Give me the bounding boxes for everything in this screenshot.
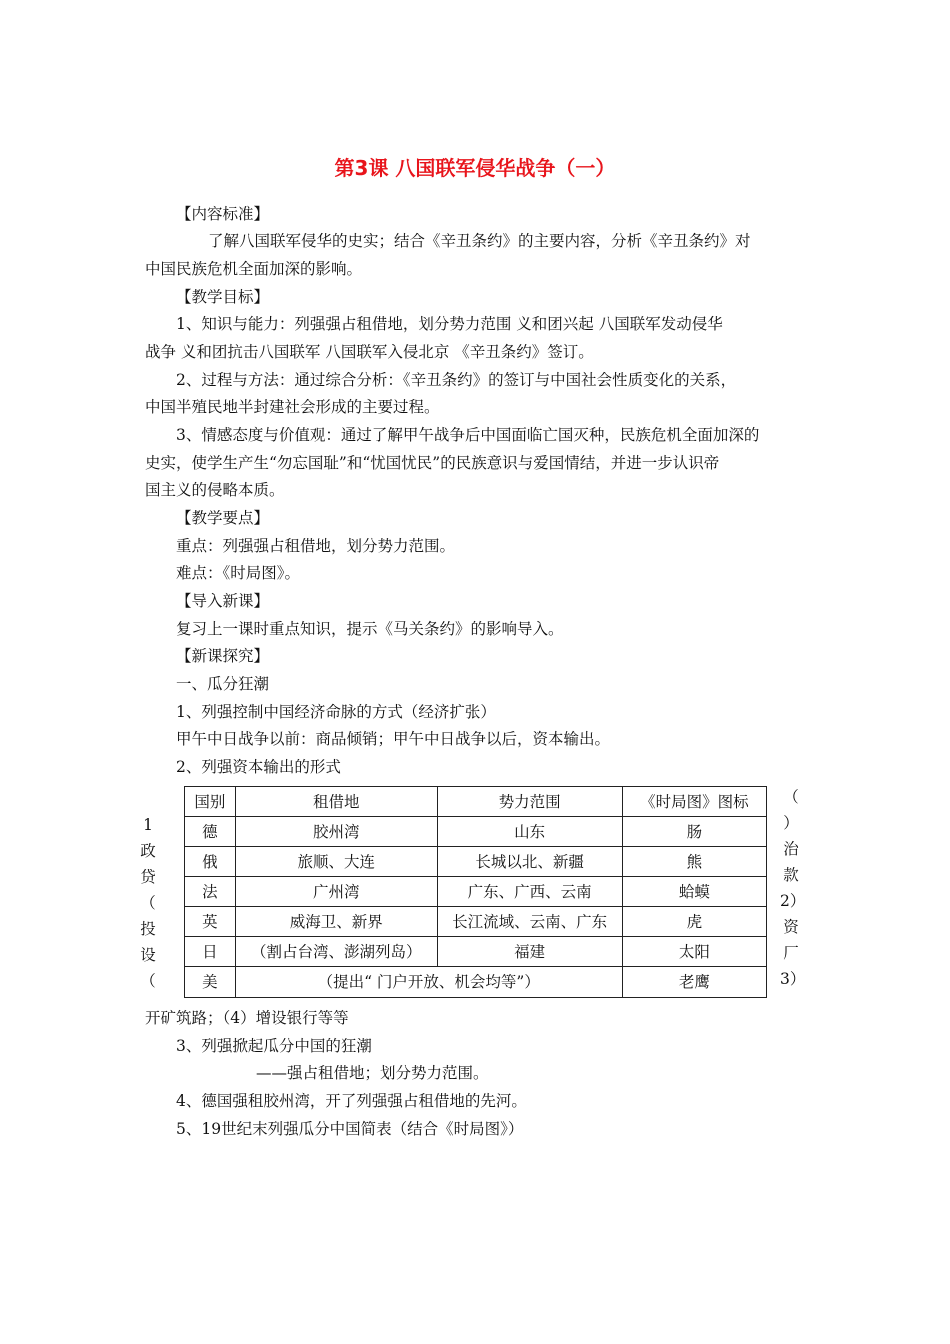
item-2: 2、列强资本输出的形式 — [176, 758, 341, 776]
cell-icon: 虎 — [622, 907, 766, 937]
item-3-text: ——强占租借地；划分势力范围。 — [256, 1064, 489, 1082]
item-5: 5、19世纪末列强瓜分中国简表（结合《时局图》） — [176, 1120, 524, 1138]
left-char: 投 — [140, 920, 156, 938]
cell-country: 美 — [185, 967, 236, 998]
cell-icon: 老鹰 — [622, 967, 766, 998]
table-header-row — [185, 787, 767, 817]
table-row — [185, 877, 767, 907]
table-row — [185, 967, 767, 998]
cell-icon: 太阳 — [622, 937, 766, 967]
item-4: 4、德国强租胶州湾，开了列强强占租借地的先河。 — [176, 1092, 527, 1110]
table-row — [185, 937, 767, 967]
cell-country: 德 — [185, 817, 236, 847]
right-margin-column — [780, 784, 806, 992]
after-table-text: 开矿筑路；（4）增设银行等等 — [145, 1009, 349, 1027]
capital-export-table — [184, 786, 767, 998]
table-row — [185, 907, 767, 937]
goal-1a: 1、知识与能力：列强强占租借地，划分势力范围 义和团兴起 八国联军发动侵华 — [176, 315, 723, 333]
item-3: 3、列强掀起瓜分中国的狂潮 — [176, 1037, 372, 1055]
right-char: 治 — [783, 840, 799, 858]
cell-sphere: 长城以北、新疆 — [437, 847, 622, 877]
goal-1b: 战争 义和团抗击八国联军 八国联军入侵北京 《辛丑条约》签订。 — [145, 343, 594, 361]
header-leased-territory: 租借地 — [235, 787, 437, 817]
left-margin-column — [138, 812, 158, 994]
cell-sphere: 福建 — [437, 937, 622, 967]
page-title: 第3课 八国联军侵华战争（一） — [334, 156, 616, 180]
cell-country: 日 — [185, 937, 236, 967]
left-char: 设 — [140, 946, 156, 964]
heading-intro: 【导入新课】 — [176, 592, 270, 610]
goal-3b: 史实，使学生产生“勿忘国耻”和“忧国忧民”的民族意识与爱国情结，并进一步认识帝 — [145, 454, 720, 472]
header-country: 国别 — [185, 787, 236, 817]
item-1: 1、列强控制中国经济命脉的方式（经济扩张） — [176, 703, 496, 721]
left-char: （ — [140, 894, 156, 912]
cell-leased-territory: 威海卫、新界 — [235, 907, 437, 937]
cell-country: 法 — [185, 877, 236, 907]
heading-explore: 【新课探究】 — [176, 647, 270, 665]
right-char: 厂 — [783, 944, 799, 962]
goal-2b: 中国半殖民地半封建社会形成的主要过程。 — [145, 398, 440, 416]
goal-3a: 3、情感态度与价值观：通过了解甲午战争后中国面临亡国灭种，民族危机全面加深的 — [176, 426, 760, 444]
left-char: 政 — [140, 842, 156, 860]
cell-sphere: 山东 — [437, 817, 622, 847]
heading-content-standard: 【内容标准】 — [176, 205, 270, 223]
key-point: 重点：列强强占租借地，划分势力范围。 — [176, 537, 456, 555]
right-char: ） — [783, 814, 799, 832]
cell-sphere: 长江流域、云南、广东 — [437, 907, 622, 937]
cell-leased-territory: 广州湾 — [235, 877, 437, 907]
intro-text: 复习上一课时重点知识，提示《马关条约》的影响导入。 — [176, 620, 564, 638]
right-char: 2） — [780, 892, 806, 910]
header-sphere-of-influence: 势力范围 — [437, 787, 622, 817]
cell-leased-territory: 胶州湾 — [235, 817, 437, 847]
item-1-text: 甲午中日战争以前：商品倾销；甲午中日战争以后，资本输出。 — [176, 730, 611, 748]
right-char: 3） — [780, 970, 806, 988]
cell-leased-territory: （提出“ 门户开放、机会均等”） — [235, 967, 622, 998]
right-char: （ — [783, 788, 799, 806]
cell-leased-territory: （割占台湾、澎湖列岛） — [235, 937, 437, 967]
left-char: 1 — [143, 816, 153, 834]
cell-icon: 蛤蟆 — [622, 877, 766, 907]
difficult-point: 难点：《时局图》。 — [176, 564, 301, 582]
cell-leased-territory: 旅顺、大连 — [235, 847, 437, 877]
content-standard-text-2: 中国民族危机全面加深的影响。 — [145, 260, 363, 278]
left-char: 贷 — [140, 868, 156, 886]
goal-2a: 2、过程与方法：通过综合分析：《辛丑条约》的签订与中国社会性质变化的关系， — [176, 371, 737, 389]
heading-teaching-goals: 【教学目标】 — [176, 288, 270, 306]
header-map-icon: 《时局图》图标 — [622, 787, 766, 817]
cell-country: 英 — [185, 907, 236, 937]
cell-sphere: 广东、广西、云南 — [437, 877, 622, 907]
table-row — [185, 847, 767, 877]
left-char: （ — [140, 972, 156, 990]
content-standard-text-1: 了解八国联军侵华的史实；结合《辛丑条约》的主要内容，分析《辛丑条约》对 — [208, 232, 751, 250]
table-row — [185, 817, 767, 847]
right-char: 资 — [783, 918, 799, 936]
part-1: 一、瓜分狂潮 — [176, 675, 270, 693]
right-char: 款 — [783, 866, 799, 884]
cell-icon: 熊 — [622, 847, 766, 877]
cell-icon: 肠 — [622, 817, 766, 847]
cell-country: 俄 — [185, 847, 236, 877]
heading-key-points: 【教学要点】 — [176, 509, 270, 527]
goal-3c: 国主义的侵略本质。 — [145, 481, 285, 499]
